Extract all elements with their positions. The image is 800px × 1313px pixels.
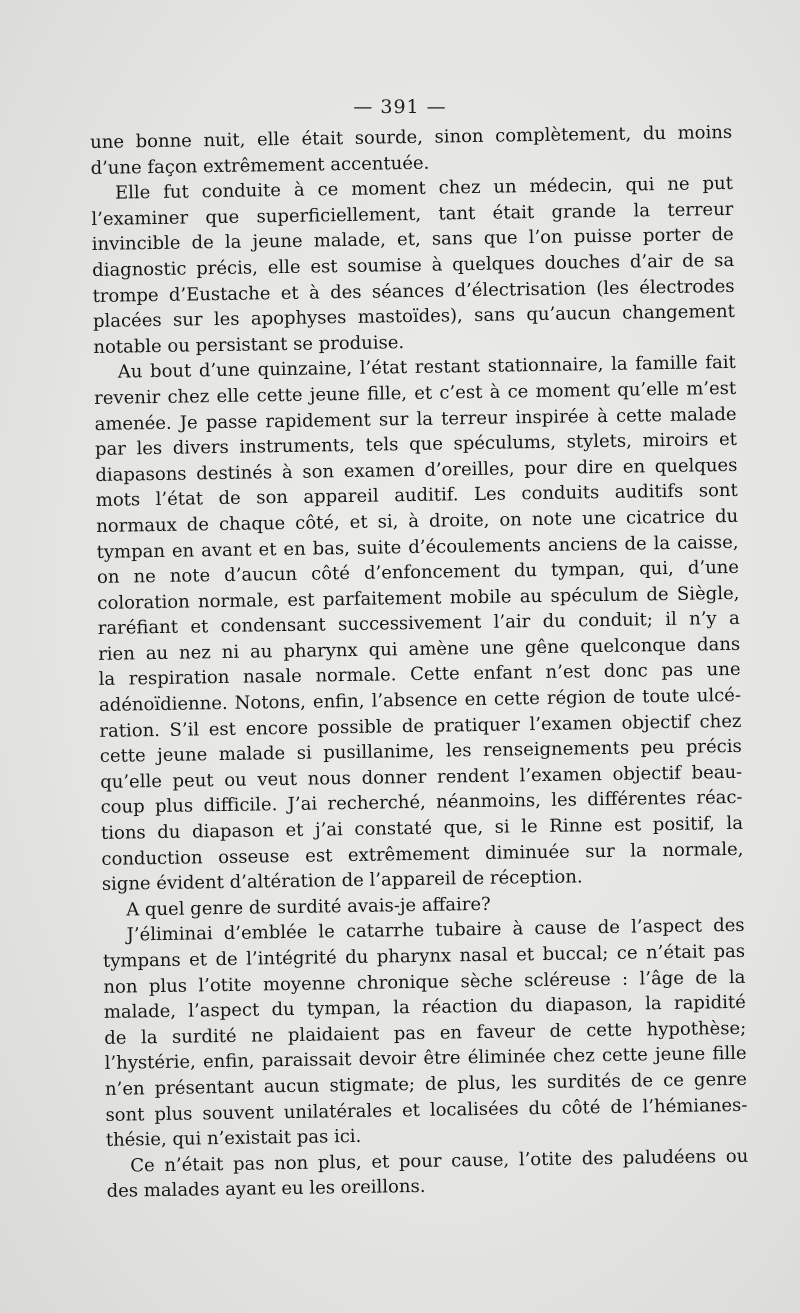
text-line: notable ou persistant se produise. [93, 331, 405, 358]
text-line: de la surdité ne plaidaient pas en faveur de cette hypothèse; [104, 1017, 747, 1049]
paragraph [102, 913, 748, 1153]
text-line: d’une façon extrêmement accentuée. [90, 152, 430, 179]
text-line: Elle fut conduite à ce moment chez un médecin, qui ne put [114, 173, 734, 204]
body-text [90, 120, 749, 1205]
text-line: thésie, qui n’existait pas ici. [105, 1126, 362, 1152]
text-line: diapasons destinés à son examen d’oreilles, pour dire en quelques [95, 454, 738, 486]
text-line: raréfiant et condensant successivement l’air du conduit; il n’y a [97, 608, 740, 640]
text-line: trompe d’Eustache et à des séances d’électrisation (les électrodes [92, 275, 735, 307]
text-line: coloration normale, est parfaitement mobile au spéculum de Siègle, [97, 582, 740, 614]
text-line: amenée. Je passe rapidement sur la terreur inspirée à cette malade [94, 403, 737, 435]
text-line: des malades ayant eu les oreillons. [106, 1176, 426, 1203]
text-line: par les divers instruments, tels que spéculums, stylets, miroirs et [94, 429, 738, 461]
text-line: adénoïdienne. Notons, enfin, l’absence en cette région de toute ulcé- [98, 684, 742, 716]
text-line: mots l’état de son appareil auditif. Les conduits auditifs sont [95, 480, 738, 512]
text-line: placées sur les apophyses mastoïdes), sans qu’aucun changement [92, 301, 736, 333]
text-line: A quel genre de surdité avais-je affaire? [126, 893, 491, 921]
text-line: revenir chez elle cette jeune fille, et c’est à ce moment qu’elle m’est [94, 377, 737, 409]
text-line: tympans et de l’intégrité du pharynx nasal et buccal; ce n’était pas [102, 940, 746, 972]
text-line: n’en présentant aucun stigmate; de plus, les surdités de ce genre [104, 1068, 748, 1100]
text-line: la respiration nasale normale. Cette enfant n’est donc pas une [98, 659, 741, 691]
text-line: malade, l’aspect du tympan, la réaction du diapason, la rapidité [103, 991, 746, 1024]
text-line: une bonne nuit, elle était sourde, sinon complètement, du moins [90, 121, 733, 153]
paragraph [94, 350, 744, 897]
text-line: tympan en avant et en bas, suite d’écoulements anciens de la caisse, [96, 531, 739, 563]
text-line: signe évident d’altération de l’appareil de réception. [101, 866, 583, 896]
text-line: l’examiner que superficiellement, tant était grande la terreur [91, 198, 734, 230]
text-line: sont plus souvent unilatérales et localisées du côté de l’hémianes- [105, 1094, 748, 1126]
text-line: tions du diapason et j’ai constaté que, si le Rinne est positif, la [100, 812, 744, 844]
text-line: J’éliminai d’emblée le catarrhe tubaire à cause de l’aspect des [126, 915, 745, 946]
text-line: non plus l’otite moyenne chronique sèche scléreuse : l’âge de la [103, 966, 746, 998]
text-line: coup plus difficile. J’ai recherché, néanmoins, les différentes réac- [100, 787, 743, 819]
text-line: conduction osseuse est extrêmement diminuée sur la normale, [101, 838, 744, 870]
text-line: on ne note d’aucun côté d’enfoncement du tympan, qui, d’une [96, 556, 740, 589]
text-line: ration. S’il est encore possible de pratiquer l’examen objectif chez [99, 710, 742, 742]
text-line: qu’elle peut ou veut nous donner rendent l’examen objectif beau- [100, 761, 743, 793]
text-line: Ce n’était pas non plus, et pour cause, l’otite des paludéens ou [130, 1145, 749, 1177]
paragraph [106, 1144, 749, 1205]
text-line: normaux de chaque côté, et si, à droite, on note une cicatrice du [96, 505, 739, 537]
text-line: invincible de la jeune malade, et, sans que l’on puisse porter de [91, 224, 734, 256]
text-line: diagnostic précis, elle est soumise à quelques douches d’air de sa [92, 249, 735, 281]
page-number: — 391 — [353, 96, 447, 118]
text-line: rien au nez ni au pharynx qui amène une gêne quelconque dans [98, 633, 741, 665]
text-line: l’hystérie, enfin, paraissait devoir être éliminée chez cette jeune fille [104, 1043, 747, 1075]
text-line: cette jeune malade si pusillanime, les renseignements peu précis [99, 736, 742, 768]
paragraph [91, 171, 736, 360]
text-line: Au bout d’une quinzaine, l’état restant stationnaire, la famille fait [117, 352, 736, 383]
